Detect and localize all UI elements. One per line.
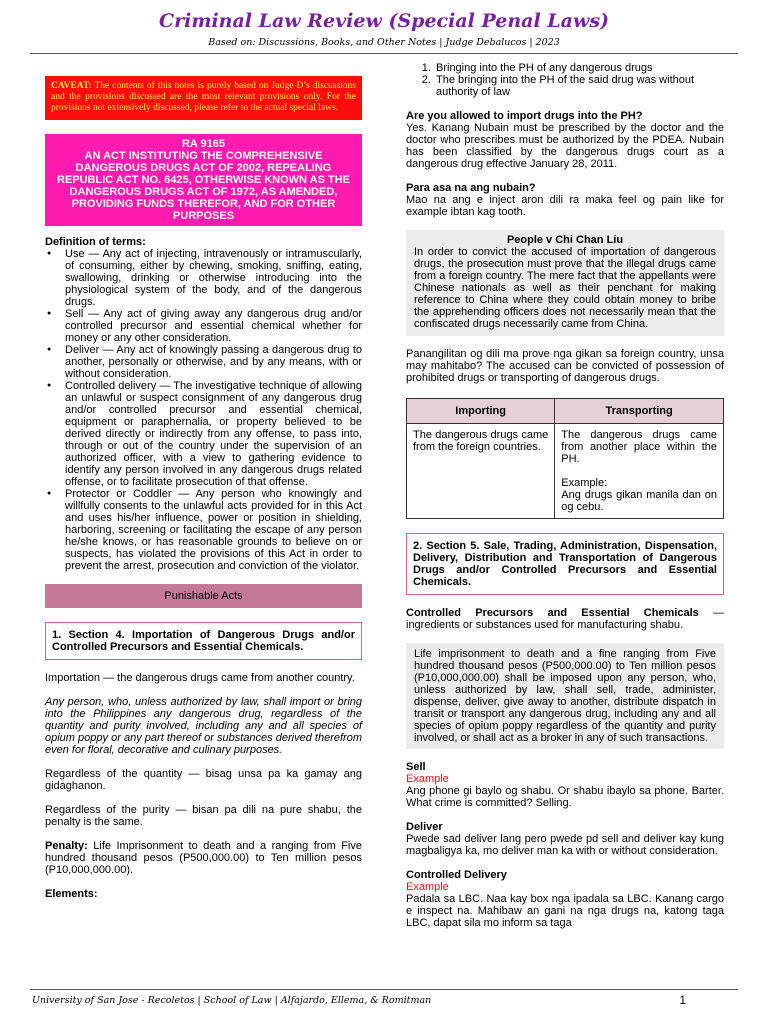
footer-text: University of San Jose - Recoletos | School of Law | Alfajardo, Ellema, & Romitman — [32, 995, 432, 1006]
left-column — [45, 62, 362, 900]
section5-title-box: 2. Section 5. Sale, Trading, Administration, Dispensation, Delivery, Distribution and Transportation of Dangerous Drugs and/or Controlled Precursors and Essential Chemicals. — [406, 533, 724, 595]
section4-title-box: 1. Section 4. Importation of Dangerous Drugs and/or Controlled Precursors and Essential Chemicals. — [45, 622, 362, 660]
case-box — [406, 230, 724, 336]
case-text: In order to convict the accused of importation of dangerous drugs, the prosecution must prove that the illegal drugs came from a foreign country. The mere fact that the appellants were Chinese nationals as well as their penchant for making reference to China where they could obtain money to bribe the apprehending officers does not necessarily mean that the confiscated drugs necessarily came from China. — [414, 246, 716, 330]
definition-use: ● Use — Any act of injecting, intravenously or intramuscularly, of consuming, either by chewing, smoking, sniffing, eating, swallowing, drinking or otherwise introducing into the physiological system of the body, and of the dangerous drugs. — [61, 248, 362, 308]
sell-example-label: Example — [406, 773, 449, 785]
caveat-text: The contents of this notes is purely based on Judge D’s discussions and the provisions discussed are the most relevant provisions only. For the provisions not extensively discussed, please refer to the actual special laws. — [51, 81, 356, 114]
penalty-text: Life Imprisonment to death and a ranging from Five hundred thousand pesos (P500,000.00) to Ten million pesos (P10,000,000.00). — [45, 840, 362, 876]
penalty-paragraph — [45, 840, 362, 876]
quantity-note: Regardless of the quantity — bisag unsa pa ka gamay ang gidaghanon. — [45, 768, 362, 792]
deliver-text: Pwede sad deliver lang pero pwede pd sell and deliver kay kung magbaligya ka, mo deliver man ka with or without consideration. — [406, 833, 724, 857]
element-item: 1. Bringing into the PH of any dangerous drugs — [434, 62, 724, 74]
controlled-delivery-text: Padala sa LBC. Naa kay box nga ipadala sa LBC. Kanang cargo e inspect na. Mahibaw an gani na nga drugs na, katong taga LBC, dapat sila mo inform sa taga — [406, 893, 724, 929]
definition-protector: ● Protector or Coddler — Any person who knowingly and willfully consents to the unlawful acts provided for in this Act and uses his/her influence, power or position in shielding, harboring, screening or facilitating the escape of any person he/she knows, or has reasonable grounds to believe on or suspects, has violated the provisions of this Act in order to prevent the arrest, prosecution and conviction of the violator. — [61, 488, 362, 572]
importation-definition: Importation — the dangerous drugs came from another country. — [45, 672, 355, 684]
element-item: 2. The bringing into the PH of the said drug was without authority of law — [434, 74, 724, 98]
sell-heading: Sell — [406, 761, 426, 773]
table-cell-transporting — [555, 424, 724, 519]
table-header-importing: Importing — [407, 399, 555, 424]
foreign-note: Panangilitan og dili ma prove nga gikan sa foreign country, unsa may mahitabo? The accused can be convicted of possession of prohibited drugs or transporting of dangerous drugs. — [406, 348, 724, 384]
section4-text: Any person, who, unless authorized by law, shall import or bring into the Philippines any dangerous drug, regardless of the quantity and purity involved, including any and all species of opium poppy or any part thereof or substances derived therefrom even for floral, decorative and culinary purposes. — [45, 696, 362, 756]
document-title: Criminal Law Review (Special Penal Laws) — [158, 10, 610, 32]
punishable-acts-banner: Punishable Acts — [45, 584, 362, 608]
definitions-heading: Definition of terms: — [45, 236, 146, 248]
document-subtitle: Based on: Discussions, Books, and Other Notes | Judge Debalucos | 2023 — [208, 37, 560, 48]
precursors-text: — ingredients or substances used for manufacturing shabu. — [406, 607, 724, 631]
ra-title: AN ACT INSTITUTING THE COMPREHENSIVE DANGEROUS DRUGS ACT OF 2002, REPEALING REPUBLIC ACT NO. 6425, OTHERWISE KNOWN AS THE DANGEROUS DRUGS ACT OF 1972, AS AMENDED, PROVIDING FUNDS THEREFOR, AND FOR OTHER PURPOSES — [57, 150, 350, 222]
transporting-text: The dangerous drugs came from another place within the PH. — [561, 429, 717, 465]
definition-deliver: ● Deliver — Any act of knowingly passing a dangerous drug to another, personally or otherwise, and by any means, with or without consideration. — [61, 344, 362, 380]
purity-note: Regardless of the purity — bisan pa dili na pure shabu, the penalty is the same. — [45, 804, 362, 828]
definition-controlled-delivery: ● Controlled delivery — The investigative technique of allowing an unlawful or suspect consignment of any dangerous drug and/or controlled precursor and essential chemical, equipment or paraphernalia, or property believed to be derived directly or indirectly from any offense, to pass into, through or out of the country under the supervision of an authorized officer, with a view to gathering evidence to identify any person involved in any dangerous drugs related offense, or to facilitate prosecution of that offense. — [61, 380, 362, 488]
comparison-table — [406, 398, 724, 519]
footer-divider — [30, 989, 738, 990]
precursors-label: Controlled Precursors and Essential Chemicals — [406, 607, 699, 619]
table-cell-importing: The dangerous drugs came from the foreign countries. — [407, 424, 555, 519]
controlled-delivery-heading: Controlled Delivery — [406, 869, 507, 881]
caveat-label: CAVEAT: — [51, 81, 92, 91]
ra-number: RA 9165 — [181, 138, 225, 150]
transporting-example-label: Example: — [561, 477, 608, 489]
definition-sell: ● Sell — Any act of giving away any dangerous drug and/or controlled precursor and essential chemical whether for money or any other consideration. — [61, 308, 362, 344]
penalty-box: Life imprisonment to death and a fine ranging from Five hundred thousand pesos (P500,000.00) to Ten million pesos (P10,000,000.00) shall be imposed upon any person, who, unless authorized by law, shall sell, trade, administer, dispense, deliver, give away to another, distribute dispatch in transit or transport any dangerous drug, including any and all species of opium poppy regardless of the quantity and purity involved, or shall act as a broker in any of such transactions. — [406, 643, 724, 749]
elements-heading: Elements: — [45, 888, 98, 900]
page-number: 1 — [679, 993, 686, 1007]
case-title: People v Chi Chan Liu — [506, 234, 624, 246]
controlled-delivery-example-label: Example — [406, 881, 449, 893]
penalty-label: Penalty: — [45, 840, 88, 852]
precursors-paragraph — [406, 607, 724, 631]
caveat-box — [45, 76, 362, 120]
elements-list — [406, 62, 724, 98]
ra-title-box — [45, 134, 362, 226]
definitions-list — [45, 248, 362, 572]
answer-import: Yes. Kanang Nubain must be prescribed by the doctor and the doctor who prescribes must be authorized by the PDEA. Nubain has been classified by the dangerous drugs court as a dangerous drug effective January 28, 2011. — [406, 122, 724, 170]
deliver-heading: Deliver — [406, 821, 443, 833]
question-nubain: Para asa na ang nubain? — [406, 182, 536, 194]
question-import: Are you allowed to import drugs into the PH? — [406, 110, 643, 122]
transporting-example-text: Ang drugs gikan manila dan on og cebu. — [561, 489, 717, 513]
answer-nubain: Mao na ang e inject aron dili ra maka feel og pain like for example ibtan kag tooth. — [406, 194, 724, 218]
header-divider — [30, 53, 738, 54]
right-column — [406, 62, 724, 929]
sell-text: Ang phone gi baylo og shabu. Or shabu ibaylo sa phone. Barter. What crime is committed? Selling. — [406, 785, 724, 809]
table-header-transporting: Transporting — [555, 399, 724, 424]
